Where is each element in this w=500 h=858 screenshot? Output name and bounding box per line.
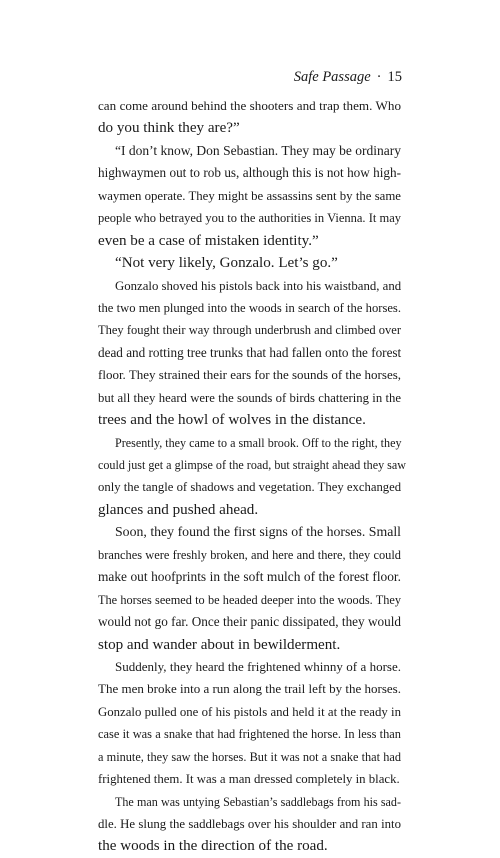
text-line: Suddenly, they heard the frightened whinny of a horse. [115,658,401,674]
running-head-separator: · [376,69,382,85]
text-line: highwaymen out to rob us, although this is not how high- [98,165,401,181]
text-line: branches were freshly broken, and here and there, they could [98,547,401,562]
text-line: make out hoofprints in the soft mulch of the forest floor. [98,569,401,585]
text-line: do you think they are?” [98,120,240,137]
text-line: the woods in the direction of the road. [98,838,328,855]
text-line: the two men plunged into the woods in search of the horses. [98,300,401,315]
text-line: people who betrayed you to the authorities in Vienna. It may [98,211,401,226]
text-line: could just get a glimpse of the road, but straight ahead they saw [98,458,406,472]
text-line: would not go far. Once their panic dissipated, they would [98,614,401,630]
text-line: waymen operate. They might be assassins sent by the same [98,188,401,203]
running-head [294,68,402,86]
text-line: trees and the howl of wolves in the distance. [98,412,366,429]
text-line: only the tangle of shadows and vegetation. They exchanged [98,480,402,495]
text-line: frightened them. It was a man dressed completely in black. [98,772,400,787]
text-line: dead and rotting tree trunks that had fallen onto the forest [98,344,402,360]
text-line: floor. They strained their ears for the sounds of the horses, [98,367,402,383]
text-line: can come around behind the shooters and trap them. Who [98,98,401,113]
text-line: The man was untying Sebastian’s saddlebags from his sad- [115,794,401,809]
text-line: but all they heard were the sounds of birds chattering in the [98,390,401,405]
text-line: Presently, they came to a small brook. Off to the right, they [115,435,402,450]
text-line: even be a case of mistaken identity.” [98,232,319,249]
text-line: dle. He slung the saddlebags over his shoulder and ran into [98,817,401,831]
text-line: The horses seemed to be headed deeper into the woods. They [98,592,401,607]
text-line: Gonzalo shoved his pistols back into his waistband, and [115,278,402,293]
text-line: “I don’t know, Don Sebastian. They may be ordinary [115,142,401,158]
text-line: “Not very likely, Gonzalo. Let’s go.” [115,255,338,272]
text-line: case it was a snake that had frightened the horse. In less than [98,727,401,742]
running-head-title: Safe Passage [293,69,371,85]
text-line: The men broke into a run along the trail left by the horses. [98,681,401,697]
text-line: Gonzalo pulled one of his pistols and held it at the ready in [98,704,401,719]
text-line: Soon, they found the first signs of the horses. Small [115,524,401,540]
page-number: 15 [387,69,402,85]
text-line: a minute, they saw the horses. But it was not a snake that had [98,749,401,764]
text-line: stop and wander about in bewilderment. [98,636,341,653]
text-line: glances and pushed ahead. [98,501,259,518]
text-line: They fought their way through underbrush and climbed over [98,323,401,338]
body-text [98,95,406,858]
